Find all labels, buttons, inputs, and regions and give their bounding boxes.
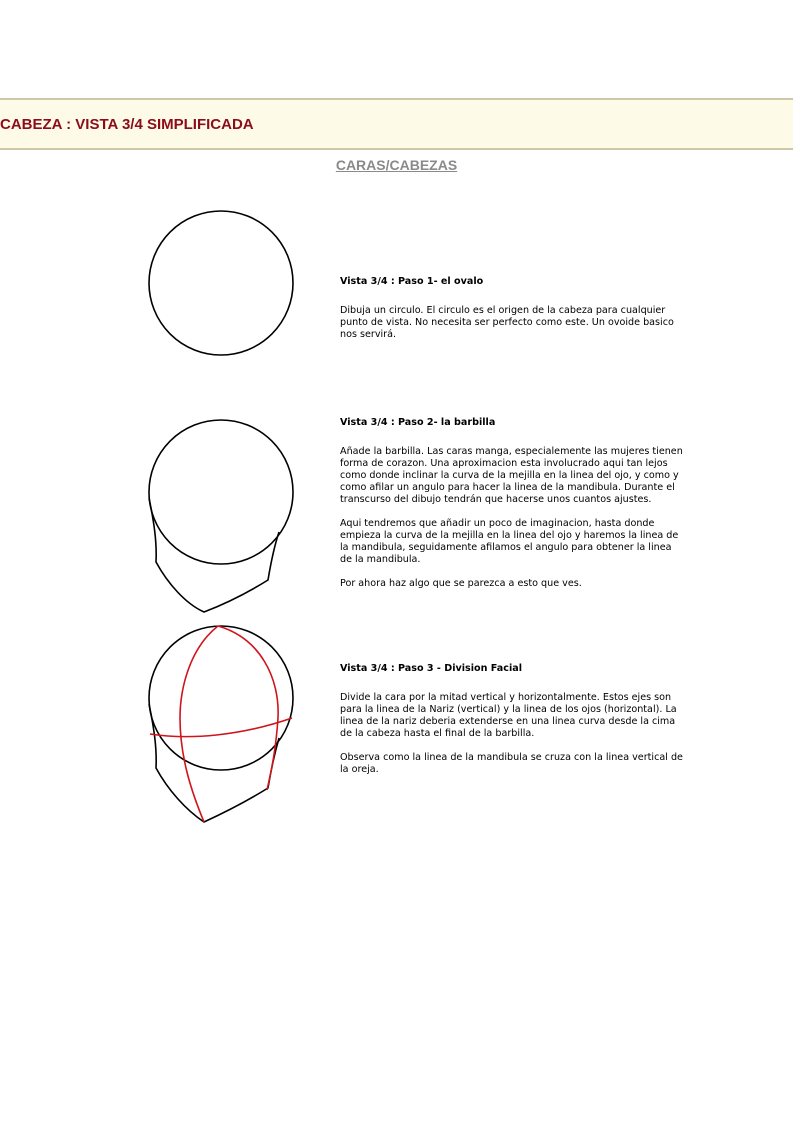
chin-outline xyxy=(149,498,279,612)
head-circle xyxy=(149,420,293,564)
head-circle xyxy=(149,211,293,355)
step-paragraph: Añade la barbilla. Las caras manga, especialemente las mujeres tienen forma de corazon. Una aproximacion esta involucrado aqui tan lejos como donde inclinar la curva de la mejilla en la linea del ojo, y como y como afilar un angulo para hacer la linea de la mandibula. Durante el transcurso del dibujo tendrán que hacerse unos cuantos ajustes. xyxy=(340,446,683,505)
step-paragraph: Divide la cara por la mitad vertical y horizontalmente. Estos ejes son para la linea de la Nariz (vertical) y la linea de los ojos (horizontal). La linea de la nariz deberia extenderse en una linea curva desde la cima de la cabeza hasta el final de la barbilla. xyxy=(340,692,677,739)
step-1 xyxy=(340,276,685,353)
step-paragraph: Por ahora haz algo que se parezca a esto que ves. xyxy=(340,578,582,589)
chin-outline xyxy=(149,704,279,822)
step-title: Vista 3/4 : Paso 1- el ovalo xyxy=(340,276,484,287)
header-banner xyxy=(0,98,793,150)
step-paragraph: Aqui tendremos que añadir un poco de imaginacion, hasta donde empieza la curva de la mejilla en la linea del ojo y haremos la linea de la mandibula, seguidamente afilamos el angulo para obtener la linea de la mandibula. xyxy=(340,518,679,565)
step-paragraph: Observa como la linea de la mandibula se cruza con la linea vertical de la oreja. xyxy=(340,752,683,775)
nose-guide-line xyxy=(180,626,218,822)
step-3 xyxy=(340,663,685,788)
head-circle-figure xyxy=(140,205,300,360)
head-circle xyxy=(149,626,293,770)
section-title: CARAS/CABEZAS xyxy=(335,157,458,173)
head-chin-figure xyxy=(140,412,300,622)
step-2 xyxy=(340,417,685,602)
head-division-figure xyxy=(140,618,300,828)
step-paragraph: Dibuja un circulo. El circulo es el origen de la cabeza para cualquier punto de vista. No necesita ser perfecto como este. Un ovoide basico nos servirá. xyxy=(340,305,674,340)
step-title: Vista 3/4 : Paso 3 - Division Facial xyxy=(340,663,523,674)
step-title: Vista 3/4 : Paso 2- la barbilla xyxy=(340,417,496,428)
page-title: CABEZA : VISTA 3/4 SIMPLIFICADA xyxy=(0,116,254,133)
eye-guide-line xyxy=(150,718,292,737)
